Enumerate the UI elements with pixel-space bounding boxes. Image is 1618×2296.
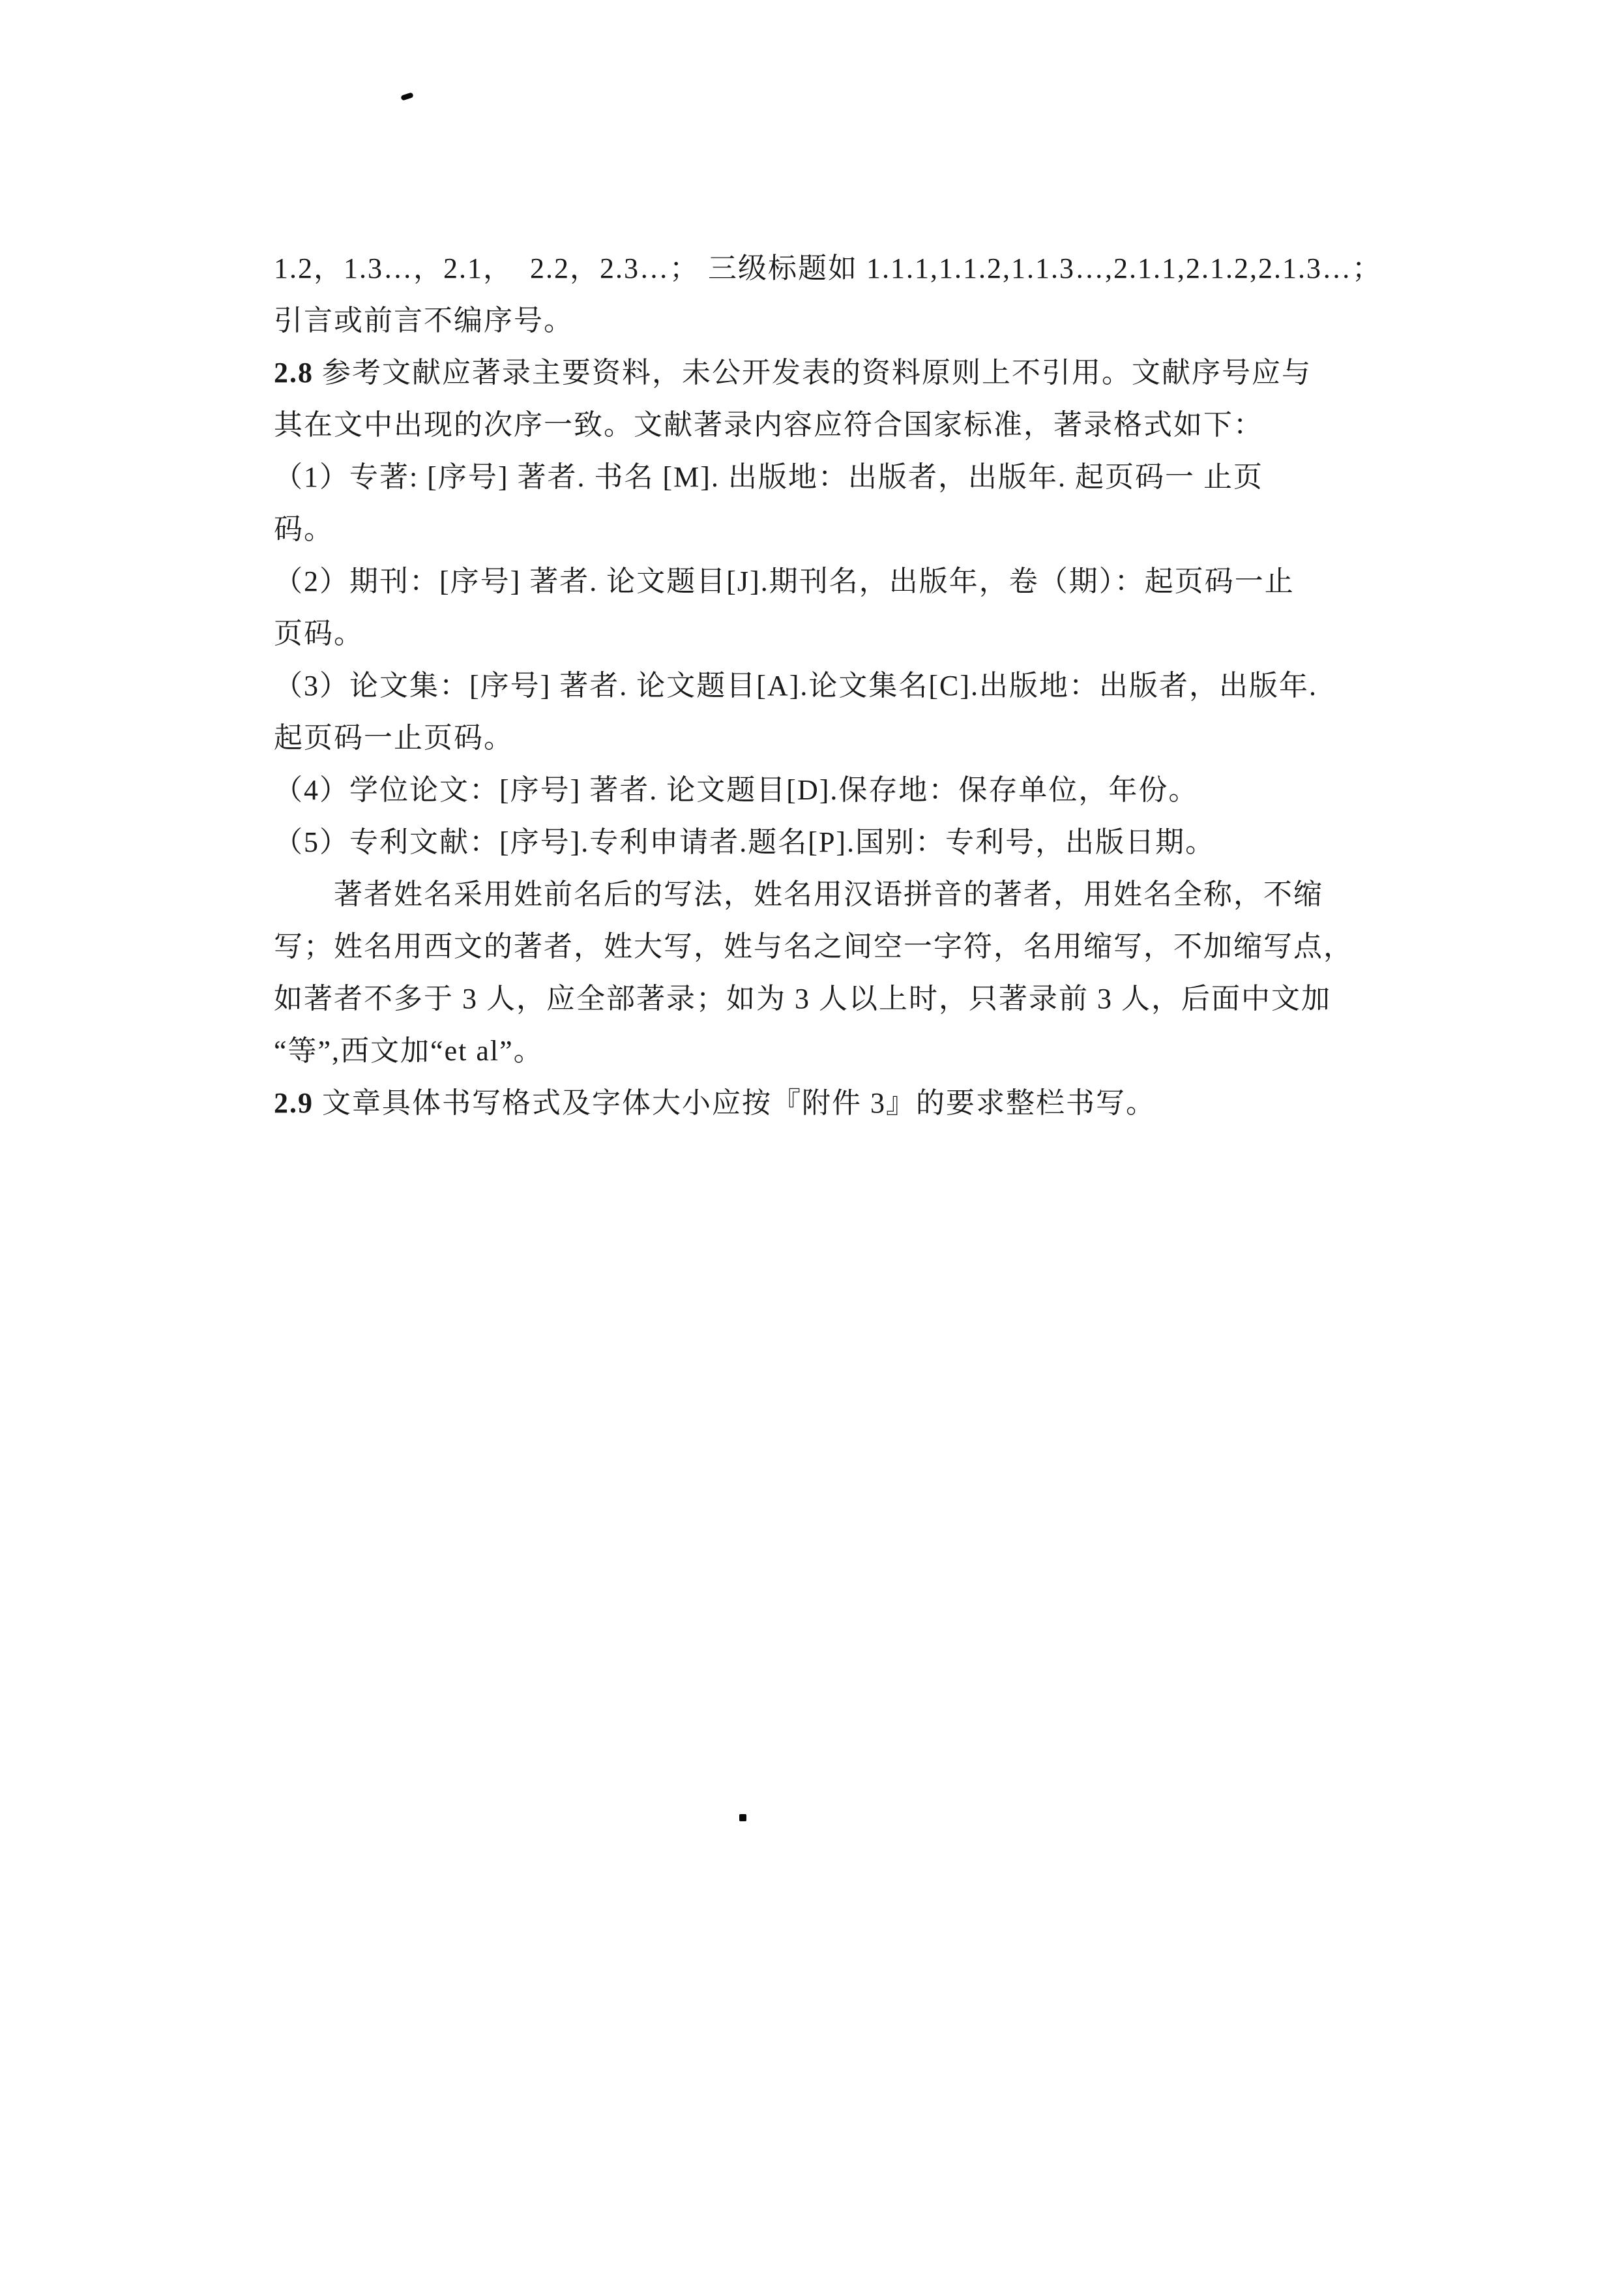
text-line bbox=[274, 660, 1421, 712]
text-line bbox=[274, 243, 1421, 295]
text-line bbox=[274, 347, 1421, 399]
section-number: 2.8 bbox=[274, 357, 314, 389]
text-run: 其在文中出现的次序一致。文献著录内容应符合国家标准，著录格式如下： bbox=[274, 409, 1263, 441]
text-line bbox=[274, 608, 1421, 660]
text-line bbox=[274, 451, 1421, 503]
text-line bbox=[274, 1077, 1421, 1129]
ink-speck-bottom bbox=[739, 1814, 746, 1821]
text-line bbox=[274, 921, 1421, 973]
text-run: 如著者不多于 3 人，应全部著录；如为 3 人以上时，只著录前 3 人，后面中文加 bbox=[274, 983, 1331, 1015]
text-run: 起页码一止页码。 bbox=[274, 722, 514, 754]
text-run: （3）论文集：[序号] 著者. 论文题目[A].论文集名[C].出版地：出版者，出版年. bbox=[274, 670, 1318, 702]
text-line bbox=[274, 1025, 1421, 1077]
text-line bbox=[274, 869, 1421, 921]
text-line bbox=[274, 973, 1421, 1025]
text-line bbox=[274, 295, 1421, 347]
text-line bbox=[274, 816, 1421, 869]
text-run: 引言或前言不编序号。 bbox=[274, 305, 574, 336]
text-line bbox=[274, 503, 1421, 556]
document-body bbox=[274, 243, 1421, 1129]
text-run: “等”,西文加“et al”。 bbox=[274, 1035, 544, 1067]
text-run: （1）专著: [序号] 著者. 书名 [M]. 出版地：出版者，出版年. 起页码一 止页 bbox=[274, 461, 1263, 493]
text-line bbox=[274, 712, 1421, 764]
text-run: 文章具体书写格式及字体大小应按『附件 3』的要求整栏书写。 bbox=[314, 1087, 1156, 1119]
text-run: （2）期刊：[序号] 著者. 论文题目[J].期刊名，出版年，卷（期）：起页码一止 bbox=[274, 565, 1295, 597]
text-run: 参考文献应著录主要资料，未公开发表的资料原则上不引用。文献序号应与 bbox=[314, 357, 1312, 389]
text-line bbox=[274, 556, 1421, 608]
text-run: （4）学位论文：[序号] 著者. 论文题目[D].保存地：保存单位，年份。 bbox=[274, 774, 1199, 806]
text-run: 1.2，1.3…，2.1， 2.2，2.3…； 三级标题如 1.1.1,1.1.2,1.1.3…,2.1.1,2.1.2,2.1.3…； bbox=[274, 252, 1382, 284]
text-line bbox=[274, 399, 1421, 451]
text-run: （5）专利文献：[序号].专利申请者.题名[P].国别：专利号，出版日期。 bbox=[274, 826, 1216, 858]
ink-speck-top bbox=[400, 92, 414, 100]
text-run: 页码。 bbox=[274, 618, 364, 649]
text-run: 著者姓名采用姓前名后的写法，姓名用汉语拼音的著者，用姓名全称，不缩 bbox=[334, 878, 1323, 910]
section-number: 2.9 bbox=[274, 1087, 314, 1119]
text-run: 写；姓名用西文的著者，姓大写，姓与名之间空一字符，名用缩写，不加缩写点， bbox=[274, 931, 1353, 962]
text-run: 码。 bbox=[274, 513, 334, 545]
text-line bbox=[274, 764, 1421, 816]
